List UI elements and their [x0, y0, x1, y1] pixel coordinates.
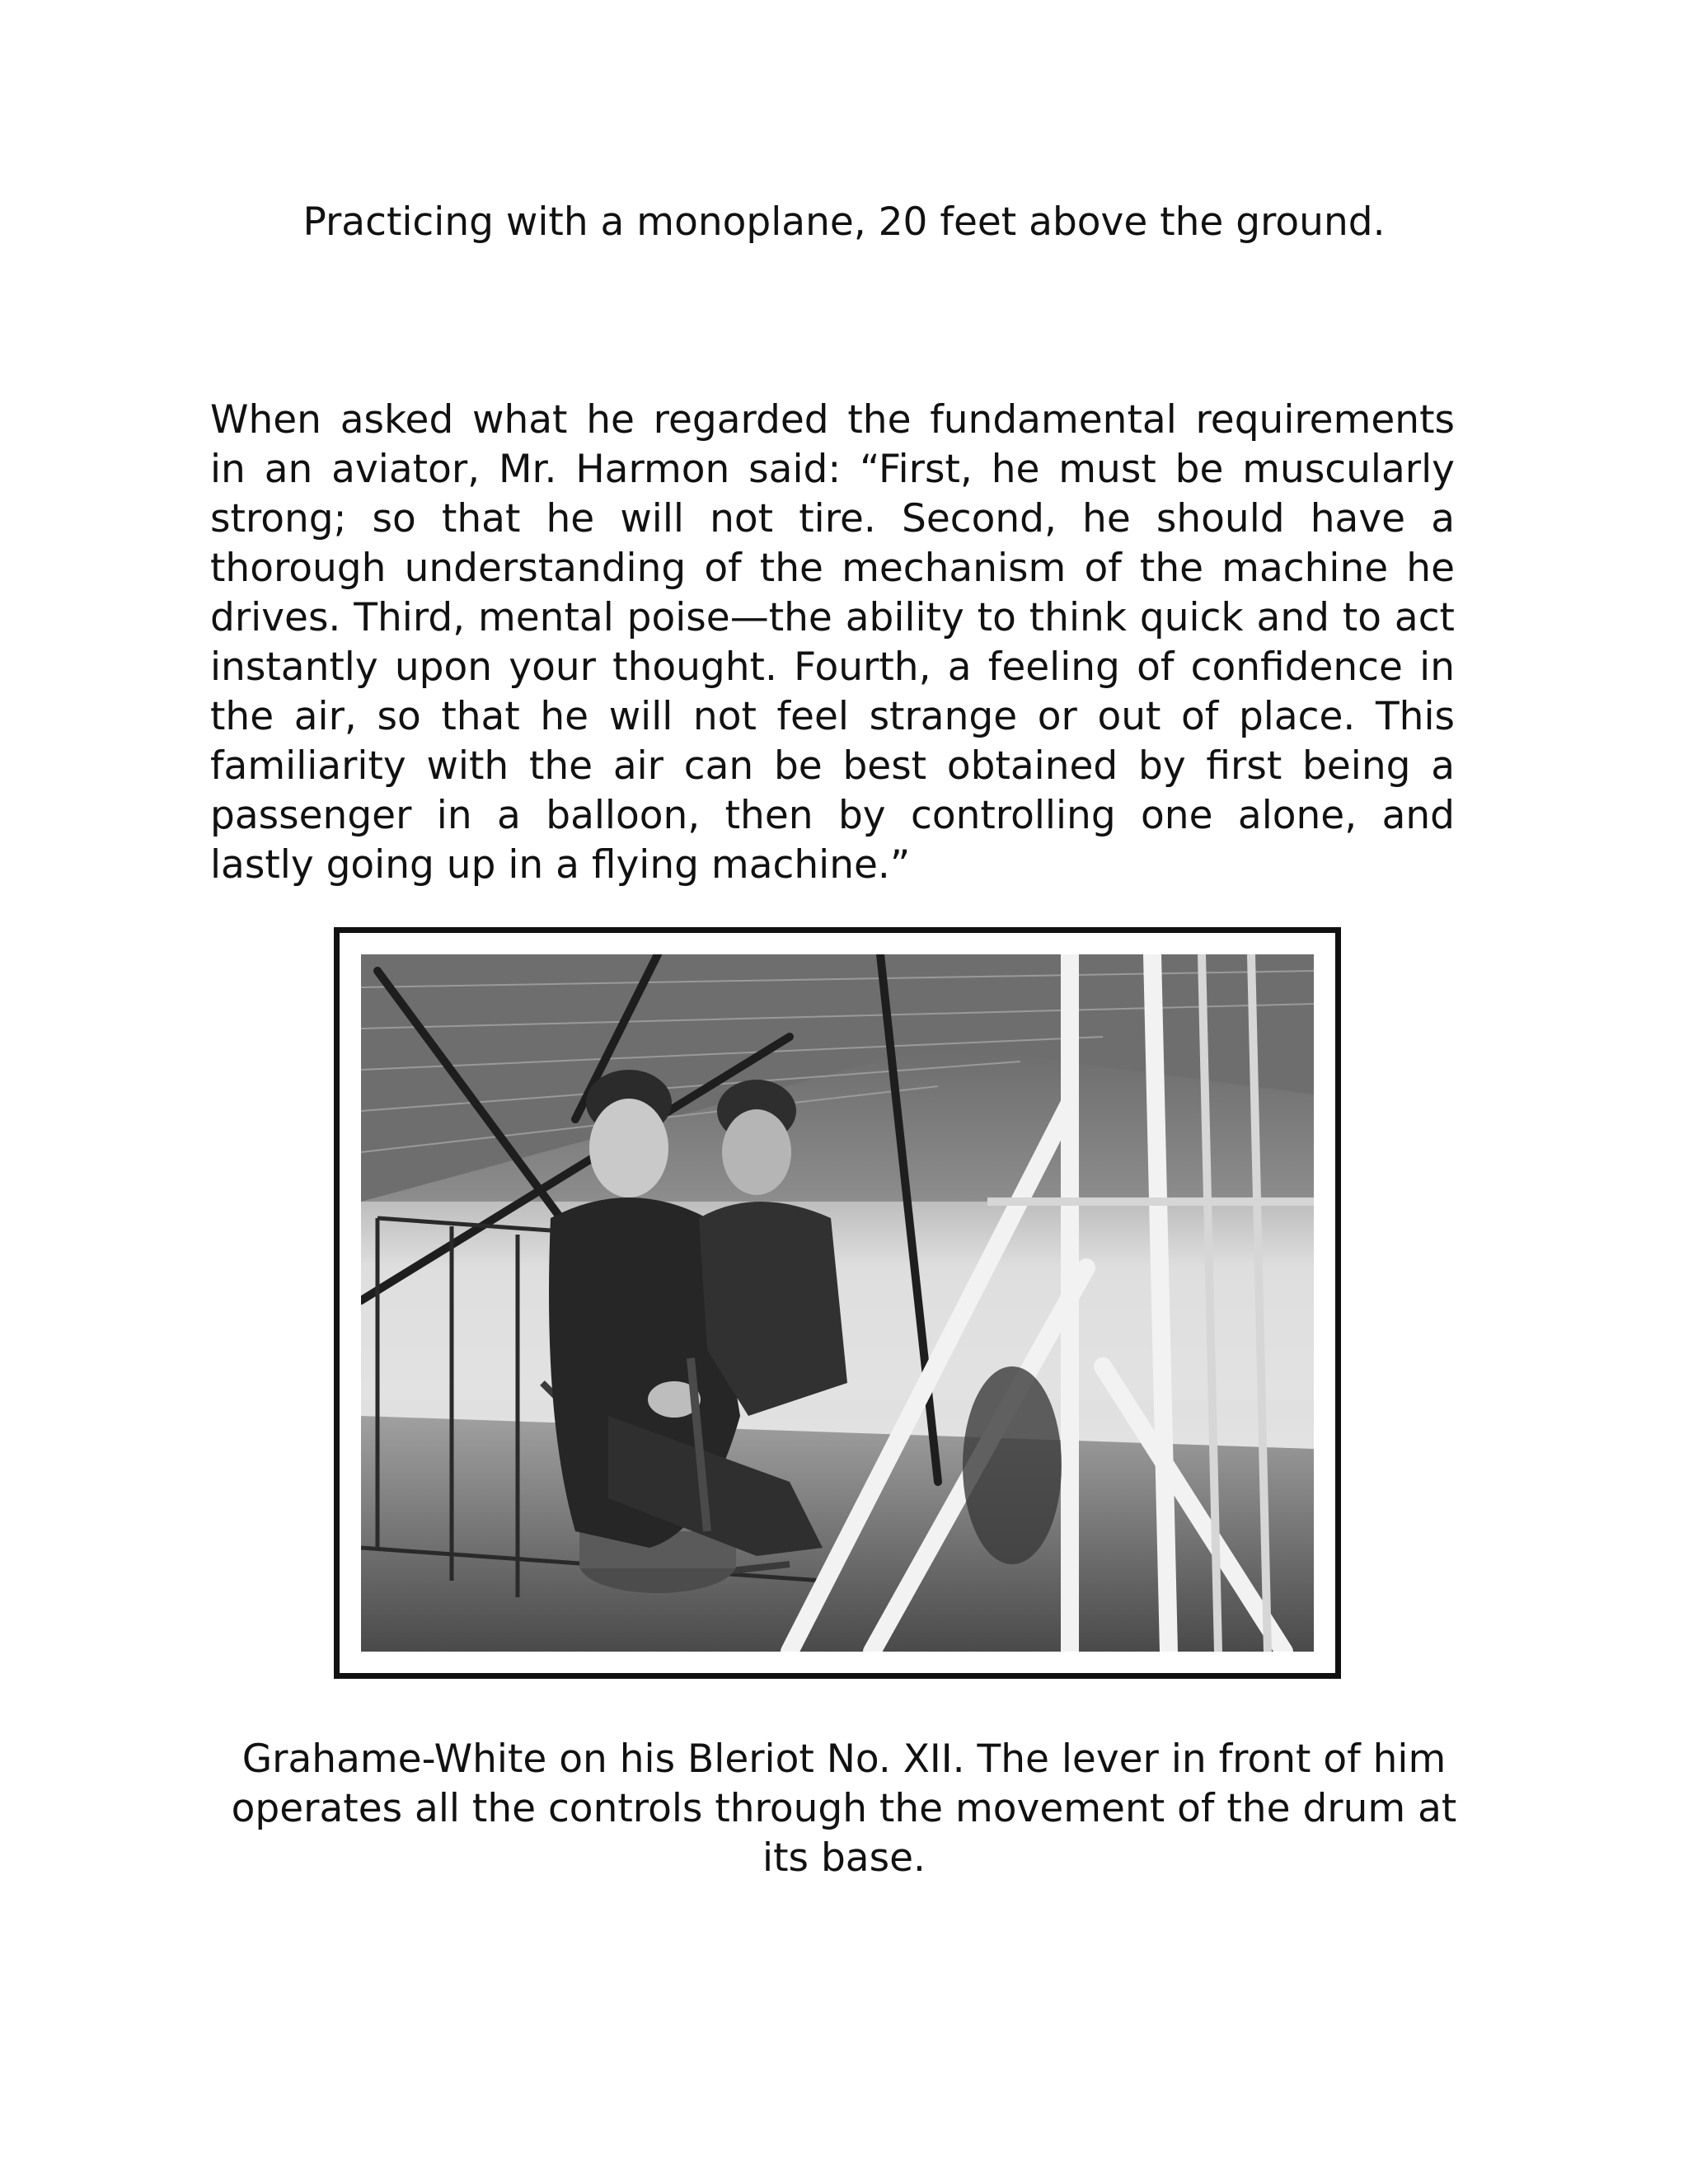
aviator-photo-illustration: [361, 954, 1314, 1652]
aviator-photo: [361, 954, 1314, 1652]
body-paragraph: When asked what he regarded the fundamental requirements in an aviator, Mr. Harmon said: “First, he must be muscularly strong; so that he will not tire. Second, he should have a thorough understanding of the mechanism of the machine he drives. Third, mental poise—the ability to think quick and to act instantly upon your thought. Fourth, a feeling of confidence in the air, so that he will not feel strange or out of place. This familiarity with the air can be best obtained by first being a passenger in a balloon, then by controlling one alone, and lastly going up in a flying machine.”: [210, 397, 1455, 888]
top-caption: Practicing with a monoplane, 20 feet above the ground.: [302, 199, 1386, 245]
photo-frame: [334, 927, 1341, 1679]
photo-caption: Grahame-White on his Bleriot No. XII. The lever in front of him operates all the controls through the movement of the drum at its base.: [231, 1736, 1457, 1881]
